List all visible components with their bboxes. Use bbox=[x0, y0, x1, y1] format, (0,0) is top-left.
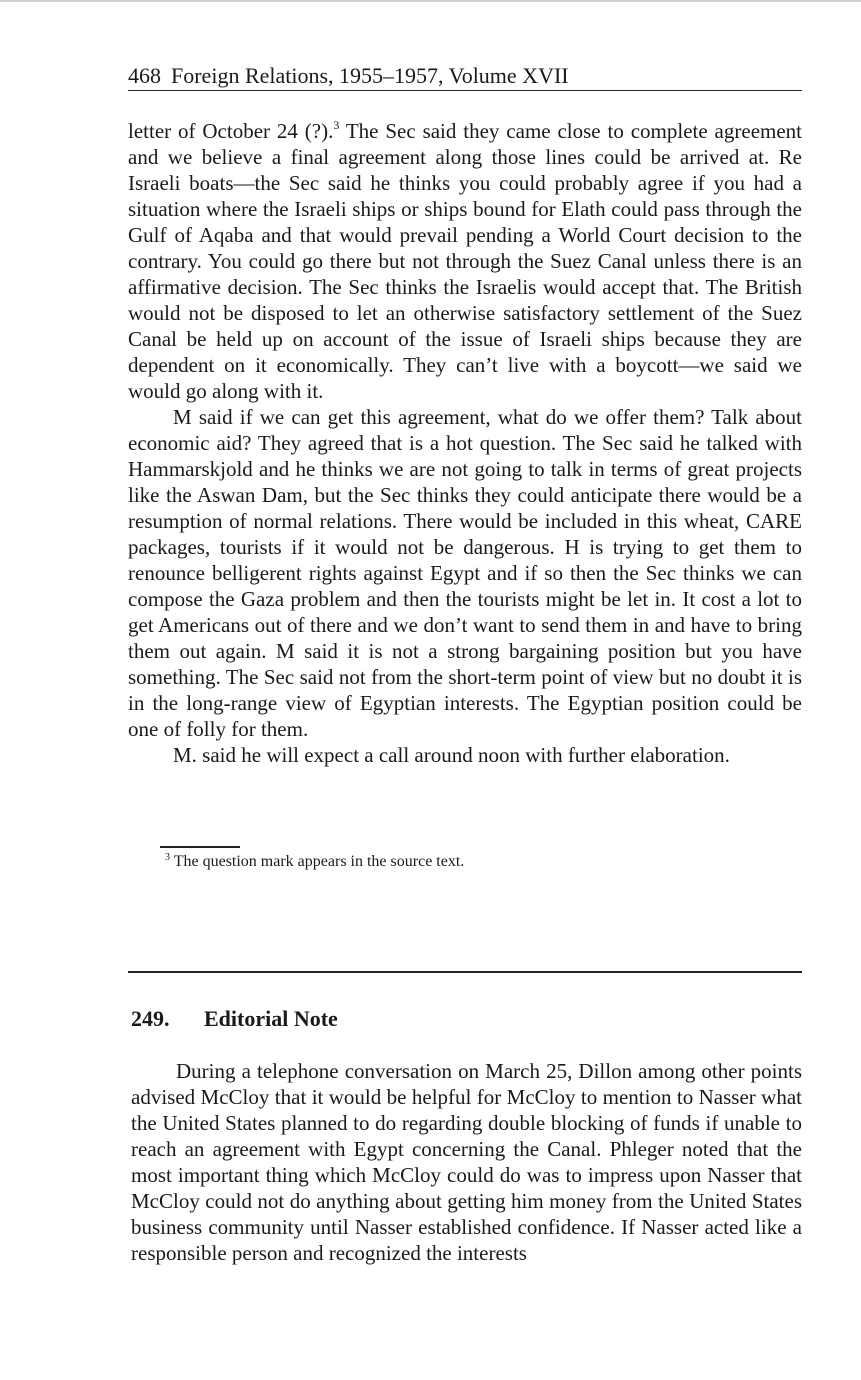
footnote bbox=[165, 852, 785, 872]
footnote-text: The question mark appears in the source text. bbox=[170, 853, 465, 870]
document-body bbox=[128, 118, 802, 768]
section-paragraph: During a telephone conversation on March 25, Dillon among other points advised McCloy that it would be helpful for McCloy to mention to Nasser what the United States planned to do regarding double blocking of funds if unable to reach an agreement with Egypt concerning the Canal. Phleger noted that the most important thing which McCloy could do was to impress upon Nasser that McCloy could not do anything about getting him money from the United States business community until Nasser established confidence. If Nasser acted like a responsible person and recognized the interests bbox=[131, 1059, 802, 1265]
running-header bbox=[128, 62, 802, 91]
volume-title: Foreign Relations, 1955–1957, Volume XVII bbox=[171, 63, 569, 88]
paragraph-2: M said if we can get this agreement, what do we offer them? Talk about economic aid? They agreed that is a hot question. The Sec said he talked with Hammarskjold and he thinks we are not going to talk in terms of great projects like the Aswan Dam, but the Sec thinks they could anticipate there would be a resumption of normal relations. There would be included in this wheat, CARE packages, tourists if it would not be dangerous. H is trying to get them to renounce belligerent rights against Egypt and if so then the Sec thinks we can compose the Gaza problem and then the tourists might be let in. It cost a lot to get Americans out of there and we don’t want to send them in and have to bring them out again. M said it is not a strong bargaining position but you have something. The Sec said not from the short-term point of view but no doubt it is in the long-range view of Egyptian interests. The Egyptian position could be one of folly for them. bbox=[128, 405, 802, 741]
paragraph-1-start: letter of October 24 (?). bbox=[128, 119, 334, 143]
paragraph-1 bbox=[128, 118, 802, 404]
footnote-divider bbox=[160, 846, 240, 848]
paragraph-1-rest: The Sec said they came close to complete agreement and we believe a final agreement along those lines could be arrived at. Re Israeli boats—the Sec said he thinks you could probably agree if you had a situation where the Israeli ships or ships bound for Elath could pass through the Gulf of Aqaba and that would prevail pending a World Court decision to the contrary. You could go there but not through the Suez Canal unless there is an affirmative decision. The Sec thinks the Israelis would accept that. The British would not be disposed to let an otherwise satisfactory settlement of the Suez Canal be held up on account of the issue of Israeli ships because they are dependent on it economically. They can’t live with a boycott—we said we would go along with it. bbox=[128, 119, 803, 403]
paragraph-3: M. said he will expect a call around noon with further elaboration. bbox=[173, 743, 730, 767]
footnote-reference[interactable]: 3 bbox=[333, 118, 340, 132]
section-divider bbox=[128, 971, 802, 973]
page-top-edge bbox=[0, 0, 861, 2]
section-title: Editorial Note bbox=[204, 1006, 338, 1031]
section-body bbox=[131, 1058, 802, 1266]
footnote-marker: 3 bbox=[165, 852, 170, 863]
page-number: 468 bbox=[128, 63, 161, 88]
section-number: 249. bbox=[131, 1006, 170, 1031]
section-heading bbox=[131, 1005, 338, 1033]
